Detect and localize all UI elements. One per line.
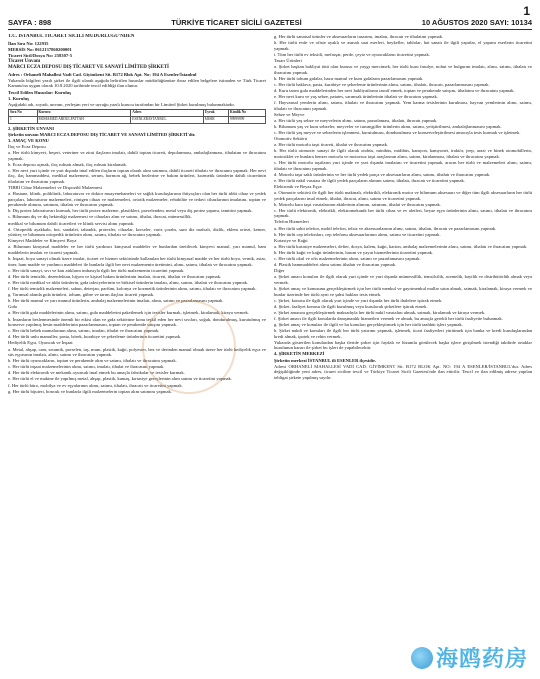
article-columns — [8, 34, 532, 675]
watermark-text: 海鸥药房 — [435, 647, 528, 672]
paragraph: Yukarıda gösterilen konulardan başka ileride şirket için faydalı ve lüzumlu görülecek başka işlere girişilmek istendiği takdirde ortaklar kurulunun kararı ile şirket bu işleri de yapabilecektir. — [274, 339, 532, 351]
paragraph: g. Şirket amaç ve konuları ile ilgili ve bu konuları gerçekleştirmek için her türlü taahhüt işleri yapmak. — [274, 322, 463, 327]
paragraph: c. Her türlü inşaat malzemelerinin alımı, satımı, imalatı, ithalat ve ihracatını yapmak. — [8, 364, 165, 370]
paragraph: c. Her türlü sanayi, sıvı ve katı atıkların imhasıyla ilgili her türlü malzemenin ticaretini yapmak. — [8, 267, 185, 273]
paragraph: c. Her nevi yurt içinde ve yurt dışında imal edilen ilaçların toptan olarak alım satımını, dahili ticareti ithalatı ve ihracatını yapmak. Her nevi ilaç, ilaç hammaddesi, medikal malzemesi, serum, hormon ağ, bebek bezlerine ve bakım ürünleri, kozmetik ürünlerin dahili ticaretinin ithalatını ve ihracatını yapmak. — [8, 167, 266, 184]
paragraph: a. Her türlü sabit telefon, mobil telefon, telsiz ve aksesuarlarının alımı, satımı, ithalatı, ihracatı ve pazarlamasını yapmak. — [274, 225, 497, 231]
paragraph: b. Her türlü oyuncakların, toptan ve perakende alım ve satımı, ithalatı ve ihracatını yapmak. — [8, 358, 177, 364]
paragraph: 4. ŞİRKETİN MERKEZİ — [274, 351, 325, 357]
table-header: Kurucu — [37, 110, 131, 117]
paragraph: f. Şirket amacı ile ilgili konularda danışmanlık hizmetleri vermek ve almak, bu amaçla gerekli her türlü faaliyette bulunmak. — [274, 315, 503, 321]
paragraph: e. Her türlü nakil vasıtası ile ilgili yedek parçaların alımını satımı, ithalatı, ihracatı ve ticaretini yapmak. — [274, 177, 465, 183]
paragraph: b. İnsanların beslenmesinde önemli bir etkisi olan ve gıda sektörüne konu teşkil eden her nevi sıvıları, soğuk, dondurulmuş, kurutulmuş ve konserve yapılmış besin maddelerinin pazarlanmasını, toptan ve perakende satışını yapmak. — [8, 316, 266, 328]
table-cell: 1 — [9, 116, 38, 123]
paragraph: h. Her türlü evde ve ofiste ayaklı ve asmalı saat eserleri, heykeller, tablolar, hat sanatı ile ilgili yapıtlar, el yapımı eserlerin ticaretini yapmak. — [274, 40, 532, 51]
paragraph: Gıda — [8, 304, 17, 310]
paragraph: b. Her türlü cep telefonları, cep telefonu aksesuarlarının alımı, satımı ve ticaretini yapmak. — [274, 231, 441, 237]
paragraph: e. Her türlü medikal ve tıbbi ürünlerin, gıda takviyelerinin ve bitkisel ürünlerin imalatı, alımı, satımı, ithalatı ve ihracatını yapmak. — [8, 279, 249, 285]
paragraph: f. Her türlü büro, mobilya ve ev eşyalarının alımı, satımı, ithalatı, ihracatı ve ticaretini yapmak. — [8, 382, 183, 388]
paragraph: a. Her türlü kimyevi, beşeri, veteriner ve zirai ilaçların imalatı, dahili toptan ticareti, depolanması, ambalajlanması, ithalatını ve ihracatını yapmak. — [8, 149, 266, 161]
paragraph: Hediyelik Eşya, Oyuncak ve İnşaat — [8, 340, 73, 346]
paragraph: g. Her türlü bijuteri, boncuk ve bunlarla ilgili malzemelerin toptan alım satımını yapmak. — [8, 388, 172, 394]
paragraph: g. Her türlü sanatsal ürünler ve aksesuarların tasarımı, imalatı, ihracatı ve ithalatını yapmak. — [274, 34, 444, 39]
paragraph: a. Şirket başkan bakliyat tütü olan kurusu ve yaygı mercimek, her türlü kuru fasulye, nohut ve bulgurun imalatı, alımı, satımı, ithalatı ve ihracatını yapmak. — [274, 63, 532, 75]
paragraph: Adres : Orhaneli Mahallesi Vadi Cad. Giyimkent Sit. B172 Blok Apt. No: 194 A Esenler/İstanbul — [8, 71, 197, 77]
paragraph: Kimyevi Maddeler ve Kimyevi Boya — [8, 238, 77, 244]
paragraph: b. Her türlü otomotiv sanayi ile ilgili olarak otobüs, minibüs, midibüs, kamyon, kamyonet, traktör, jeep, arazi ve binek otomobillerin, motosiklet ve bunlara benzer motorlu ve motorsuz taşıt araçlarının alımı, satımı, kiralanması, ithalatı ve ihracatını yapmak. — [274, 148, 532, 159]
paragraph: a. Bilumum kimyasal maddeler ve her türlü yardımcı kimyasal maddeler ve bunlardan üretilecek kimyevi mamul, yarı mamul, ham maddelerin imalatı ve ticareti yapmak. — [8, 244, 266, 255]
paragraph: Otomotiv Sektörü — [274, 136, 308, 142]
paragraph: d. Her türlü temizlik, dezenfektan, hijyen ve kişisel bakım ürünlerinin imalatı, ticareti, ithalatı ve ihracatını yapmak. — [8, 273, 222, 279]
paragraph: d. Plastik hammaddeleri alımı satımı ithalatı ve ihracatını yapmak. — [274, 262, 397, 268]
header-page-label: SAYFA : 898 — [8, 18, 52, 27]
paragraph: a. Şirket amacı konuları ile ilgili olarak yurt içinde ve yurt dışında mümessillik, temsilcilik, acentelik, bayilik ve distribütörlük almak veya vermek. — [274, 274, 532, 285]
paragraph: f. Her türlü temizlik malzemeleri, sabun, deterjan, parfüm, kolonya ve kozmetik ürünlerinin alımı, satımı, ithalatı ve ihracatını yapmak. — [8, 286, 257, 292]
paragraph: Adresi ORHANELİ MAHALLESİ VADİ CAD. GİYİMKENT Sit. B172 BLOK Apt. NO: 194 A ESENLER/İSTANBUL'dur. Adres değişikliğinde yeni adres, ticaret siciline tescil ve Türkiye Ticaret Sicili Gazetesi'nde ilan ettirilir. Tescil ve ilan edilmiş adrese yapılan tebligat şirkete yapılmış sayılır. — [274, 363, 532, 380]
paragraph: b. Diş protez laboratuvarı kurmak, her türlü protez malzeme, plastikleri, porselenden, metal veya diş protez yapımı, tamirini yapmak. — [8, 208, 253, 214]
paragraph: Elektronik ve Beyaz Eşya — [274, 183, 322, 189]
paragraph: f. Hayvansal yemlerin alımı, satımı, ithalatı ve ihracatını yapmak. Yem karma tesislerinin kurulması, hayvan yemlerinin alımı, satımı, ithalatı ve ihracatını yapmak. — [274, 100, 532, 111]
paragraph: c. Her türlü motorlu taşıtların yurt içinde ve yurt dışında imalatını ve ticaretini yapmak, aracın her türlü ve malzemeleri alımı, satımı, ithalatı ve ihracatını yapmak. — [274, 159, 532, 171]
table-cell: ESENLER/İSTANBUL — [131, 116, 203, 123]
table-cell: MOHAMED ABDULFATTAH — [37, 116, 131, 123]
paragraph: c. Şirket, konusu ile ilgili olarak yurt içinde ve yurt dışında her türlü ihalelere iştirak etmek. — [274, 297, 443, 303]
founder-table — [8, 109, 266, 123]
paragraph: d. Her türlü elektronik ve mekanik oyuncak imal etmek bu amaçla fabrikalar ve tesisler kurmak. — [8, 370, 185, 376]
paragraph: Şirketin unvanı MARCI ECZA DEPOSU DIŞ TİCARET VE SANAYİ LİMİTED ŞİRKETİ'dir. — [8, 131, 196, 137]
paragraph: a. Her türlü kırtasiye malzemeleri, defter, dosya, kalem, kağıt, karton, ambalaj malzemelerinin alımı, satımı, ithalatı ve ihracatını yapmak. — [274, 243, 528, 249]
paragraph: c. Her türlü okul ve ofis malzemelerinin alımı, satımı ve pazarlamasını yapmak. — [274, 255, 421, 261]
paragraph: Şirketin merkezi İSTANBUL ili ESENLER ilçesidir. — [274, 357, 376, 363]
paragraph: c. Her türlü bebek mamalarının alımı, satımı, imalatı, ithalat ve ihracatını yapmak. — [8, 328, 160, 334]
right-column — [274, 34, 532, 675]
table-row — [9, 116, 266, 123]
paragraph: e. Her nevi kuru ve yaş sebze, patates, sarımsak ürünlerinin ithalatı ve ihracatını yapmak. — [274, 93, 438, 99]
paragraph: Aşağıdaki adı, soyadı, unvanı, yerleşim yeri ve uyruğu yazılı kurucu tarafından bir Limited Şirket kurulmuş bulunmaktadır. — [8, 101, 235, 107]
paragraph: Sebze ve Meyve — [274, 111, 305, 117]
paragraph: Tasarı Ürünleri — [274, 57, 302, 63]
paragraph: b. Şirket amaç ve konusunu gerçekleştirmek için her türlü menkul ve gayrimenkul mallar satın almak, satmak, kiralamak, kiraya vermek ve bunlar üzerinde her türlü ayni ve şahsi hakları tesis etmek. — [274, 285, 532, 297]
left-column — [8, 34, 266, 675]
paragraph: a. Otomotiv sektörü ile ilgili her türlü makinalı, elektrikli, elektronik motor ve bilumum aksesuarı ve diğer tüm ilgili aksesuarların her türlü yedek parçalarını imal etmek, ithalat, ihracat, alımı, satımı ve ticaretini yapmak. — [274, 189, 532, 201]
paragraph: Ticaret Unvanı — [8, 58, 41, 64]
paragraph: a. Hastane, klinik, poliklinik, laboratuvar ve doktor muayenehaneleri ve sağlık kuruluşlarının ihtiyaçları olan her türlü tıbbi cihaz ve yedek parçaları, laboratuvar malzemeleri, röntgen cihazı ve malzemeleri, ortotik malzemeler, rehabilite ve tedavi cihazlarının imalatını, toptan ve perakende alımını, satımını, ithalatı ve ihracatını yapmak. — [8, 191, 266, 208]
paragraph: TIBBİ Cihaz Malzemeleri ve Dispozibl Malzemesi — [8, 184, 103, 190]
paragraph: Telefon Hizmetleri — [274, 219, 309, 225]
paragraph: b. Bilumum yaş ve kuru sebzeler, meyveler ve turunçgiller ürünlerin alımı, satımı, yetiştirilmesi, ambalajlanmasını yapmak. — [274, 123, 502, 129]
paragraph: Ticaret Sicil/Dosya No: 258307-5 — [8, 52, 73, 58]
paragraph: medikal ve bilumum dahili ticaretleri ve klinik servisi alımı yapmak. — [8, 220, 135, 226]
table-header: Uyruk — [203, 110, 228, 117]
paragraph: Kırtasiye ve Kağıt — [274, 237, 308, 243]
table-header: Sıra No — [9, 110, 38, 117]
watermark-logo-icon — [411, 647, 433, 669]
paragraph: c. Her türlü baklava, pasta, kurabiye ve şekerleme ürünlerinin alımı, satımı, ithalatı, ihracatı, pazarlanmasını yapmak. — [274, 81, 490, 87]
header-date-issue: 10 AĞUSTOS 2020 SAYI: 10134 — [421, 18, 532, 27]
paragraph: 3. AMAÇ VE KONU — [8, 137, 50, 143]
paragraph: a. Her türlü yaş sebze ve meyvelerin alımı, satımı, pazarlaması, ithalatı, ihracatı yapmak. — [274, 117, 438, 123]
paragraph: MARCI ECZA DEPOSU DIŞ TİCARET VE SANAYİ LİMİTED ŞİRKETİ — [8, 65, 169, 71]
paragraph: c. Her türlü elektronik, elektrikli, elektromekanik her türlü cihaz ve ev aletleri, beyaz eşya ürünlerinin alımı, satımı, ithalatı ve ihracatını yapmak. — [274, 207, 532, 219]
paragraph: d. Şirket, faaliyet konusu ile ilgili kurulmuş veya kurulacak şirketlere iştirak etmek. — [274, 303, 428, 309]
paragraph: a. Metal, ahşap, cam, seramik, porselen, taş, mum, plastik, kağıt, polyester, bez ve derinden mamul olmak üzere her türlü hediyelik eşya ve süs eşyasının imalatı, alımı, satımı ve ihracatını yapmak. — [8, 346, 266, 358]
table-header: Adres — [131, 110, 203, 117]
watermark — [411, 642, 528, 673]
paragraph: T.C. İSTANBUL TİCARET SİCİLİ MÜDÜRLÜĞÜ'NDEN — [8, 34, 135, 39]
gazette-header — [8, 18, 532, 30]
paragraph: e. Her türlü el ve makine ile yapılmış metal, ahşap, plastik, kumaş, kırtasiye gereçlerinin alım satımı ve ticaretini yapmak. — [8, 376, 233, 382]
paragraph: 1. Kuruluş — [8, 95, 29, 101]
paragraph: b. Her türlü tohum gıdalar, hazır mamul ve kuru gıdaların pazarlamasını yapmak. — [274, 75, 424, 81]
paragraph: g. Tarımsal alanda gıda ürünleri, tohum, gübre ve tarım ilaçları ticareti yapmak. — [8, 292, 155, 298]
paragraph: d. Her türlü unlu mamuller, pasta, börek, kurabiye ve şekerleme ürünlerinin ticaretini yapmak. — [8, 334, 182, 340]
table-cell: MISIR — [203, 116, 228, 123]
table-header: Kimlik No — [228, 110, 265, 117]
paragraph: c. Bilumum diş ve diş hekimliği malzemesi ve cihazları alım ve satımı, ithalat, ihracat, mümessillik. — [8, 214, 192, 220]
paragraph: d. Ortopedik ayakkabı, bot, sandalet, tabanlık, protezler, cihazlar, korseler, varis çorabı, suni diz mafsalı, dizlik, eklem ortezi, kemer, yürüteç ve bilumum ortopedik ürünlerin alımı, satımı, ithalatı ve ihracatını yapmak. — [8, 226, 266, 238]
page-number: 1 — [523, 4, 530, 18]
paragraph: b. Ecza deposu açmak, ilaç ruhsatı almak, ilaç ruhsatı kiralamak. — [8, 161, 128, 167]
paragraph: h. Her türlü mamul ve yarı mamul ürünlerin, ambalaj malzemelerinin imalatı, alımı, satımı ve pazarlamasını yapmak. — [8, 298, 224, 304]
paragraph: İlan Sıra No: 122935 — [8, 40, 49, 46]
paragraph: i. Tüm her türlü ev tekstili, mefruşat, perde, çeyiz ve oyuncakların ticaretini yapmak. — [274, 51, 430, 57]
paragraph: d. Kuru tarım gıda maddelerinden her nevi bakliyatlarını tasnif etmek, toptan ve perakende satışını, ithalatını ve ihracatını yapmak. — [274, 87, 515, 93]
paragraph: d. Motorlu taşıt saklı ürünlerinin ve her türlü yedek parça ve aksesuarların alımı, satımı, ithalatı ve ihracatını yapmak. — [274, 171, 491, 177]
paragraph: 2. ŞİRKETİN UNVANI — [8, 125, 54, 131]
paragraph: b. Inşaat, boya sanayi olmak üzere imalat, ticaret ve hizmet sektöründe kullanılan her türlü kimyasal madde ve her türlü boya, vernik, astar, tiner, ham madde ve yardımcı maddeleri ile bunlarla ilgili her nevi malzemenin üretimini, alımı, satımı, ithalatı ve ihracatını yapmak. — [8, 256, 266, 267]
paragraph: b. Motorlu kara taşıt vasıtalarının akülerinin alımını, satımını, ithalat ve ihracatını yapmak. — [274, 201, 441, 207]
paragraph: a. Her türlü gıda maddelerinin alımı, satımı, gıda maddelerini paketlemek için tesisler kurmak, işletmek, kiralamak, kiraya vermek. — [8, 310, 249, 316]
paragraph: Diğer — [274, 268, 285, 274]
paragraph: Yukarıda bilgileri yazılı şirket ile ilgili olarak aşağıda belirtilen hususlar müdürlüğümüze ibraz edilen belgelere istinaden ve Türk Ticaret Kanunu'na uygun olarak 10.8.2020 tarihinde tescil edildiği ilan olunur. — [8, 77, 266, 89]
paragraph: Tescil Edilen Hususlar: Kuruluş — [8, 89, 72, 95]
paragraph: c. Her türlü yaş meyve ve sebzelerin işlenmesi, kurutulması, dondurulması ve konserveleştirilmesi amacıyla tesis kurmak ve işletmek. — [274, 130, 521, 135]
table-cell: 99999999 — [228, 116, 265, 123]
paragraph: h. Şirket nakdi ve konuları ile ilgili her türlü yatırımı yapmak, işletmek, ticari faaliyetleri yürütmek için banka ve kredi kuruluşlarından kredi almak, ipotek ve rehin vermek. — [274, 328, 532, 339]
paragraph: b. Her türlü kağıt ve kağıt ürünlerinin, basım ve yayın hizmetlerinin ticaretini yapmak. — [274, 249, 434, 255]
header-gazette-title: TÜRKİYE TİCARET SİCİLİ GAZETESİ — [171, 18, 302, 27]
paragraph: a. Her türlü motorlu taşıt ticareti, ithalat ve ihracatını yapmak. — [274, 142, 389, 148]
paragraph: MERSİS No: 0612137860200001 — [8, 46, 72, 52]
paragraph: e. Şirket amacını gerçekleştirmek maksadıyla her türlü nakil vasıtaları almak, satmak, kiralamak ve kiraya vermek. — [274, 309, 486, 315]
paragraph: İlaç ve Ecza Deposu — [8, 143, 46, 149]
